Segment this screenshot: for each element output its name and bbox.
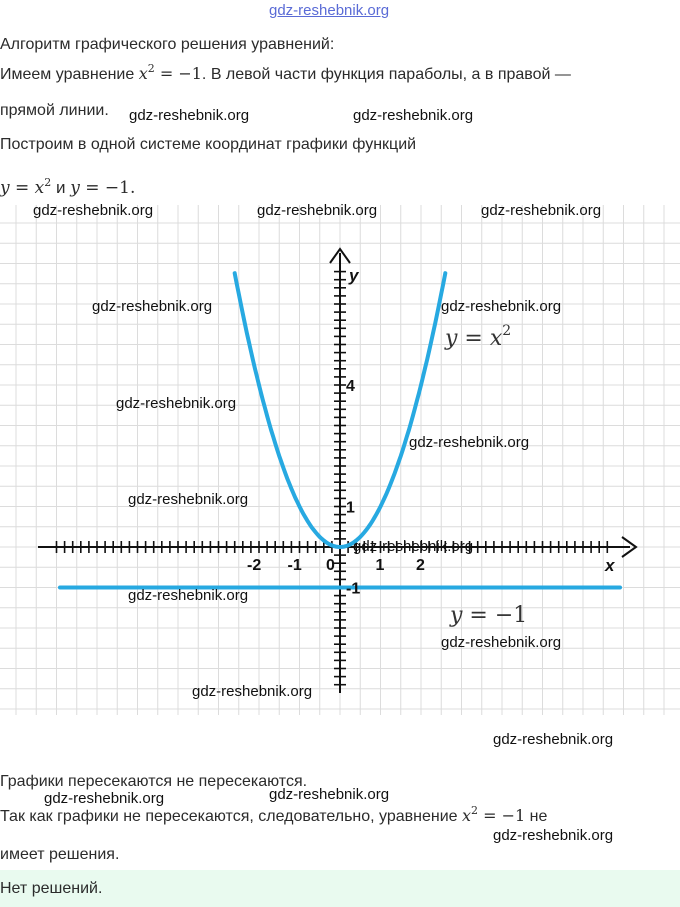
- f1-pow: 2: [44, 176, 52, 189]
- equation-line: [0, 64, 571, 85]
- watermark-link[interactable]: gdz-reshebnik.org: [269, 2, 390, 19]
- y-tick-label: -1: [346, 580, 361, 598]
- watermark: gdz-reshebnik.org: [441, 298, 562, 315]
- watermark: gdz-reshebnik.org: [44, 790, 165, 807]
- line-label: y = −1: [450, 603, 528, 628]
- conclusion-prefix: Так как графики не пересекаются, следовательно, уравнение: [0, 808, 463, 825]
- f2-rest: = −1: [79, 178, 130, 198]
- function-graph: [0, 205, 680, 725]
- equation-power: 2: [147, 62, 155, 75]
- y-tick-label: 1: [346, 499, 355, 517]
- watermark: gdz-reshebnik.org: [257, 202, 378, 219]
- watermark: gdz-reshebnik.org: [409, 434, 530, 451]
- intersect-text: Графики пересекаются не пересекаются.: [0, 773, 308, 790]
- watermark: gdz-reshebnik.org: [128, 491, 249, 508]
- answer-text: Нет решений.: [0, 880, 103, 897]
- watermark: gdz-reshebnik.org: [33, 202, 154, 219]
- x-axis-label: x: [605, 556, 615, 575]
- answer-box: [0, 870, 680, 907]
- equation-rest: = −1: [154, 64, 202, 83]
- algorithm-heading: Алгоритм графического решения уравнений:: [0, 36, 335, 53]
- f1-x: x: [34, 178, 45, 198]
- watermark: gdz-reshebnik.org: [353, 107, 474, 124]
- equation-prefix: Имеем уравнение: [0, 66, 139, 83]
- and-word: и: [51, 178, 71, 197]
- y-tick-label: 4: [346, 378, 355, 395]
- f2-y: y: [70, 178, 80, 198]
- x-tick-label: 1: [375, 557, 385, 574]
- construct-text: Построим в одной системе координат графики функций: [0, 136, 417, 153]
- conclusion-suffix: не: [525, 808, 548, 825]
- watermark: gdz-reshebnik.org: [192, 683, 313, 700]
- functions-dot: .: [129, 178, 136, 198]
- watermark: gdz-reshebnik.org: [481, 202, 602, 219]
- f1-y: y: [0, 178, 10, 198]
- watermark: gdz-reshebnik.org: [269, 786, 390, 803]
- watermark: gdz-reshebnik.org: [493, 827, 614, 844]
- conclusion-x: x: [462, 806, 472, 825]
- x-tick-label: -2: [247, 557, 262, 574]
- equation-suffix: . В левой части функция параболы, а в правой —: [201, 66, 571, 83]
- x-tick-label: 2: [416, 557, 425, 574]
- watermark: gdz-reshebnik.org: [128, 587, 249, 604]
- watermark: gdz-reshebnik.org: [129, 107, 250, 124]
- conclusion-end: имеет решения.: [0, 846, 120, 863]
- functions-line: [0, 178, 135, 198]
- watermark: gdz-reshebnik.org: [441, 634, 562, 651]
- line-continuation: прямой линии.: [0, 102, 109, 119]
- parabola-label: $y = x^2$: [445, 323, 512, 351]
- x-tick-label: -1: [287, 557, 302, 574]
- f1-eq: =: [9, 178, 35, 198]
- x-tick-label: 0: [326, 557, 335, 574]
- conclusion-line: [0, 806, 547, 827]
- watermark: gdz-reshebnik.org: [92, 298, 213, 315]
- conclusion-pow: 2: [471, 804, 479, 817]
- y-axis-label: y: [349, 266, 359, 285]
- equation-var: x: [138, 64, 148, 83]
- conclusion-rest: = −1: [478, 806, 526, 825]
- watermark: gdz-reshebnik.org: [493, 731, 614, 748]
- watermark: gdz-reshebnik.org: [116, 395, 237, 412]
- watermark: gdz-reshebnik.org: [353, 538, 474, 555]
